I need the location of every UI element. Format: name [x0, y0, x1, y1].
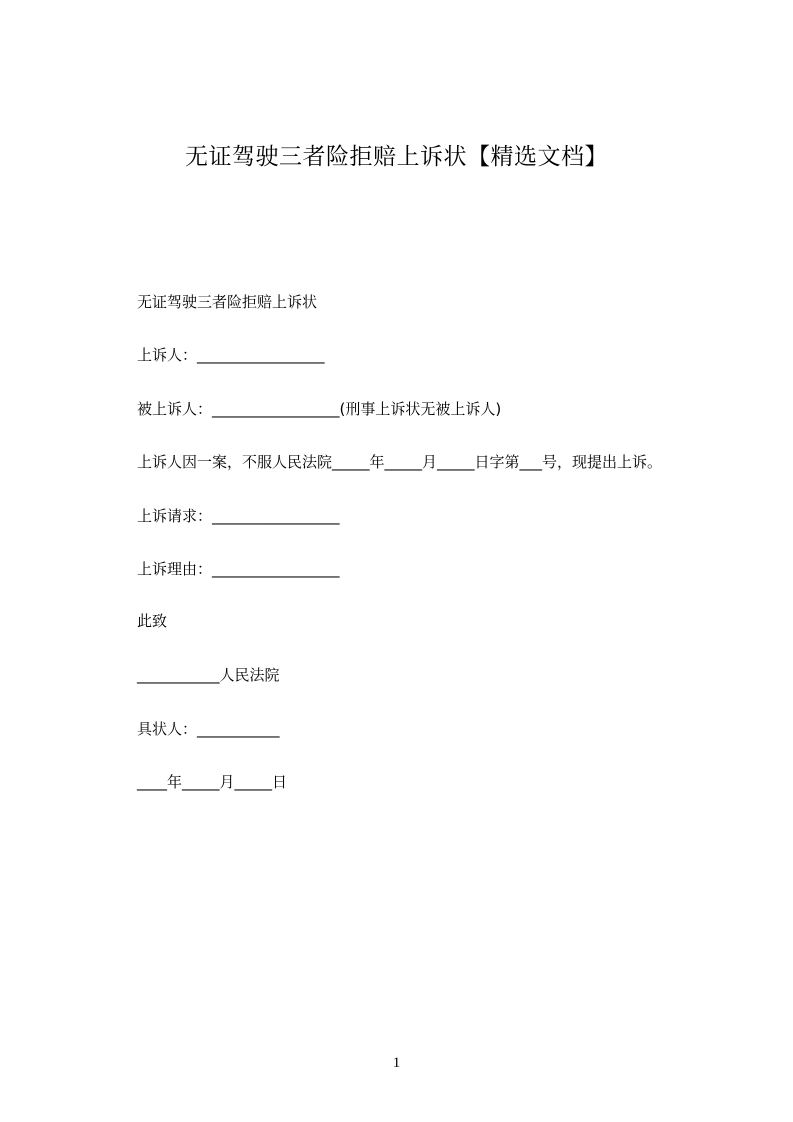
page-number: 1 — [392, 1055, 401, 1071]
salutation-line: 此致 — [137, 612, 168, 630]
signer-line: 具状人：___________ — [137, 720, 280, 738]
date-line: ____年_____月_____日 — [137, 773, 288, 791]
case-statement-line: 上诉人因一案，不服人民法院_____年_____月_____日字第___号，现提出上诉。 — [137, 453, 663, 471]
appeal-request-line: 上诉请求：_________________ — [137, 507, 340, 525]
appellee-line: 被上诉人：_________________(刑事上诉状无被上诉人) — [137, 400, 502, 418]
appellant-line: 上诉人：_________________ — [137, 346, 325, 364]
document-title: 无证驾驶三者险拒赔上诉状【精选文档】 — [185, 144, 608, 170]
heading-line: 无证驾驶三者险拒赔上诉状 — [137, 293, 318, 311]
court-line: ___________人民法院 — [137, 666, 280, 684]
appeal-reason-line: 上诉理由：_________________ — [137, 560, 340, 578]
